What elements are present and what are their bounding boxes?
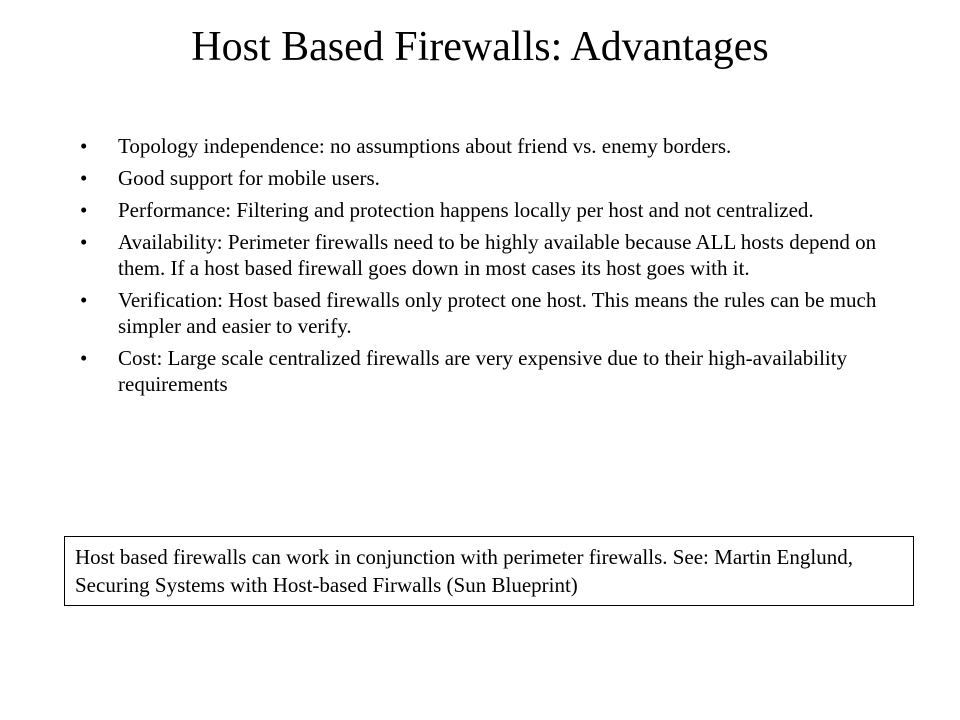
bullet-item bbox=[80, 229, 890, 281]
bullet-text: Good support for mobile users. bbox=[118, 166, 380, 190]
bullet-item bbox=[80, 133, 890, 159]
bullet-icon: • bbox=[80, 134, 88, 158]
bullet-item bbox=[80, 165, 890, 191]
bullet-item bbox=[80, 345, 890, 397]
bullet-icon: • bbox=[80, 198, 88, 222]
bullet-icon: • bbox=[80, 230, 88, 254]
bullet-text: Topology independence: no assumptions about friend vs. enemy borders. bbox=[118, 134, 732, 158]
bullet-item bbox=[80, 197, 890, 223]
bullet-list bbox=[80, 133, 890, 403]
bullet-text: Performance: Filtering and protection happens locally per host and not centralized. bbox=[118, 198, 814, 222]
bullet-text: Availability: Perimeter firewalls need to be highly available because ALL hosts depend on them. If a host based firewall goes down in most cases its host goes with it. bbox=[118, 230, 877, 280]
note-box: Host based firewalls can work in conjunction with perimeter firewalls. See: Martin Englund, Securing Systems with Host-based Firwalls (Sun Blueprint) bbox=[64, 536, 914, 606]
bullet-text: Cost: Large scale centralized firewalls are very expensive due to their high-availability requirements bbox=[118, 346, 848, 396]
bullet-icon: • bbox=[80, 288, 88, 312]
slide-title: Host Based Firewalls: Advantages bbox=[191, 24, 769, 70]
bullet-item bbox=[80, 287, 890, 339]
bullet-icon: • bbox=[80, 346, 88, 370]
bullet-icon: • bbox=[80, 166, 88, 190]
bullet-text: Verification: Host based firewalls only protect one host. This means the rules can be much simpler and easier to verify. bbox=[118, 288, 877, 338]
